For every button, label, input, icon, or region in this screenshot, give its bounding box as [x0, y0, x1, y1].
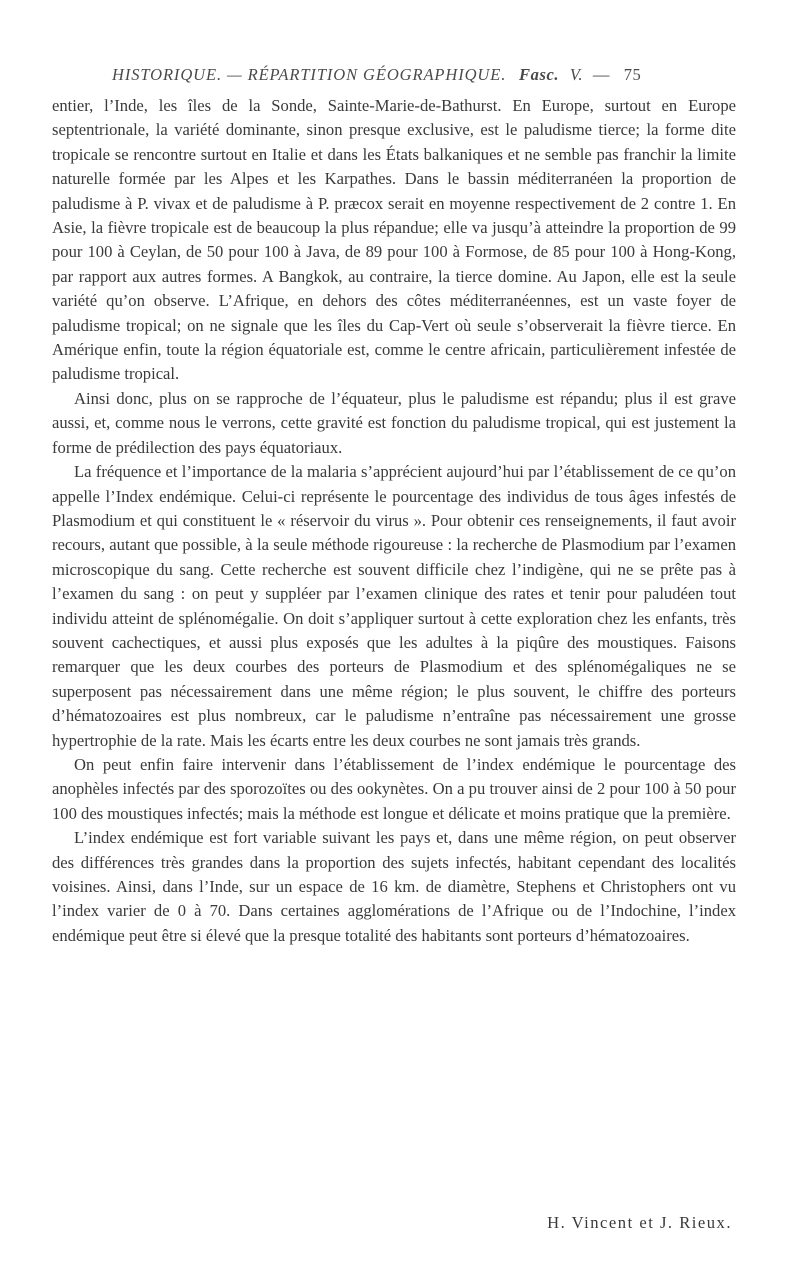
section-title: HISTORIQUE. — RÉPARTITION GÉOGRAPHIQUE.	[112, 65, 507, 84]
author-signature: H. Vincent et J. Rieux.	[547, 1213, 732, 1232]
body-text	[52, 94, 736, 948]
volume-label: V.	[569, 65, 584, 84]
paragraph: L’index endémique est fort variable suivant les pays et, dans une même région, on peut observer des différences très grandes dans la proportion des sujets infectés, habitant cependant des localités voisines. Ainsi, dans l’Inde, sur un espace de 16 km. de diamètre, Stephens et Christophers ont vu l’index varier de 0 à 70. Dans certaines agglomérations de l’Afrique ou de l’Indochine, l’index endémique peut être si élevé que la presque totalité des habitants sont porteurs d’hématozoaires.	[52, 828, 736, 945]
paragraph: On peut enfin faire intervenir dans l’établissement de l’index endémique le pourcentage des anophèles infectés par des sporozoïtes ou des ookynètes. On a pu trouver ainsi de 2 pour 100 à 50 pour 100 des moustiques infectés; mais la méthode est longue et délicate et moins pratique que la première.	[52, 754, 736, 823]
page-number: 75	[623, 65, 642, 84]
fascicule-label: Fasc.	[518, 65, 560, 84]
paragraph: La fréquence et l’importance de la malaria s’apprécient aujourd’hui par l’établissement de ce qu’on appelle l’Index endémique. Celui-ci représente le pourcentage des individus de tous âges infestés de Plasmodium et qui constituent le « réservoir du virus ». Pour obtenir ces renseignements, il faut avoir recours, autant que possible, à la seule méthode rigoureuse : la recherche de Plasmodium par l’examen microscopique du sang. Cette recherche est souvent difficile chez l’indigène, qui ne se prête pas à l’examen du sang : on peut y suppléer par l’examen clinique des rates et tenir pour paludéen tout individu atteint de splénomégalie. On doit s’appliquer surtout à cette exploration chez les enfants, très souvent cachectiques, et aussi plus exposés que les adultes à la piqûre des moustiques. Faisons remarquer que les deux courbes des porteurs de Plasmodium et des splénomégaliques ne se superposent pas nécessairement dans une même région; le plus souvent, le chiffre des porteurs d’hématozoaires est plus nombreux, car le paludisme n’entraîne pas nécessairement une grosse hypertrophie de la rate. Mais les écarts entre les deux courbes ne sont jamais très grands.	[52, 462, 736, 750]
running-header	[112, 65, 732, 85]
paragraph: Ainsi donc, plus on se rapproche de l’équateur, plus le paludisme est répandu; plus il est grave aussi, et, comme nous le verrons, cette gravité est fonction du paludisme tropical, qui est justement la forme de prédilection des pays équatoriaux.	[52, 388, 736, 457]
paragraph: entier, l’Inde, les îles de la Sonde, Sainte-Marie-de-Bathurst. En Europe, surtout en Europe septentrionale, la variété dominante, sinon presque exclusive, est le paludisme tierce; la forme dite tropicale se rencontre surtout en Italie et dans les États balkaniques et ne semble pas franchir la limite naturelle formée par les Alpes et les Karpathes. Dans le bassin méditerranéen la proportion de paludisme à P. vivax et de paludisme à P. præcox serait en moyenne respectivement de 2 contre 1. En Asie, la fièvre tropicale est de beaucoup la plus répandue; elle va jusqu’à atteindre la proportion de 99 pour 100 à Ceylan, de 50 pour 100 à Java, de 89 pour 100 à Formose, de 85 pour 100 à Hong-Kong, par rapport aux autres formes. A Bangkok, au contraire, la tierce domine. Au Japon, elle est la seule variété qu’on observe. L’Afrique, en dehors des côtes méditerranéennes, est un vaste foyer de paludisme tropical; on ne signale que les îles du Cap-Vert où seule s’observerait la fièvre tierce. En Amérique enfin, toute la région équatoriale est, comme le centre africain, particulièrement infestée de paludisme tropical.	[52, 96, 736, 384]
header-separator: —	[592, 65, 610, 84]
